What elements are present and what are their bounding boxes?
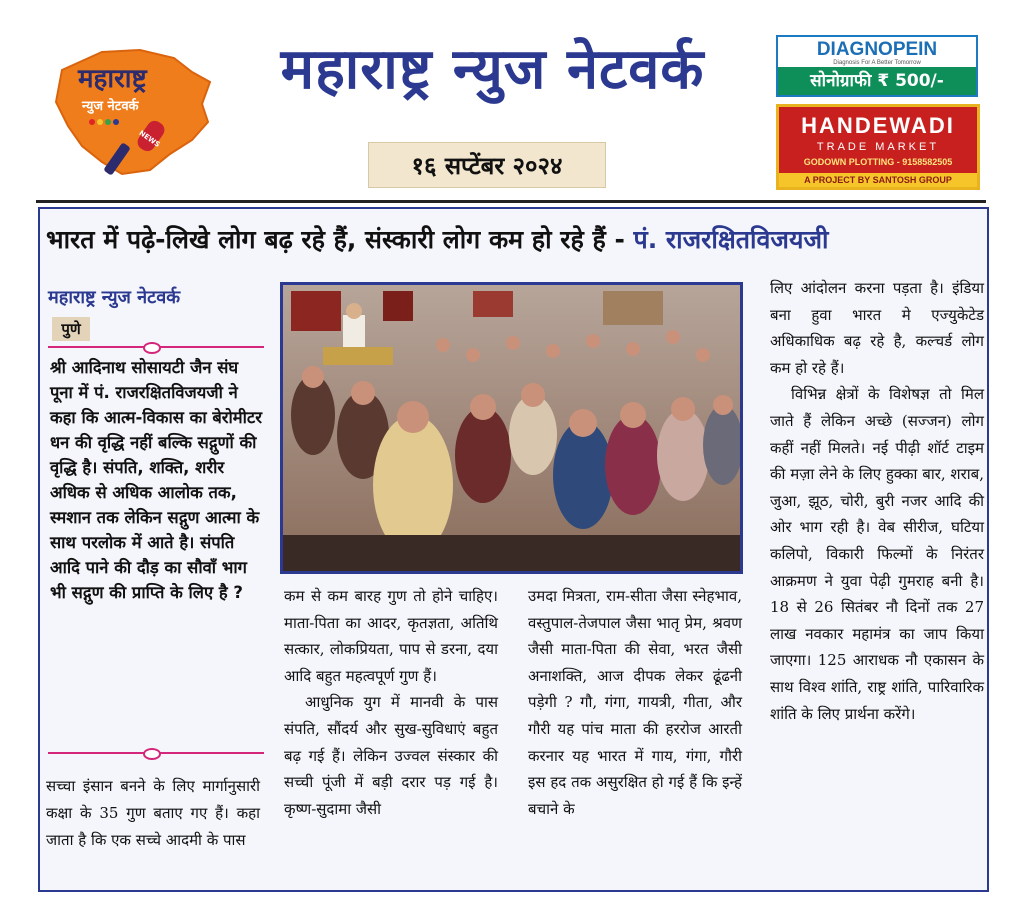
diagnopein-offer: सोनोग्राफी ₹ 500/- [778,67,976,95]
logo-subtitle: न्युज नेटवर्क [82,99,139,114]
headline-text: भारत में पढ़े-लिखे लोग बढ़ रहे हैं, संस्कारी लोग कम हो रहे हैं - [46,225,634,254]
header-divider [36,200,986,203]
issue-date: १६ सप्टेंबर २०२४ [368,142,606,188]
column-3-paragraph: उमदा मित्रता, राम-सीता जैसा स्नेहभाव, वस्तुपाल-तेजपाल जैसा भातृ प्रेम, श्रवण जैसी माता-पिता की सेवा, भरत जैसी अनाशक्ति, आज दीपक लेकर ढूंढनी पड़ेगी ? गौ, गंगा, गायत्री, गीता, और गौरी यह पांच माता की हररोज आरती करनार यह भारत में गाय, गंगा, गौरी इस हद तक असुरक्षित हो गई हैं कि इन्हें बचाने के [528,587,742,818]
column-1-text: सच्चा इंसान बनने के लिए मार्गानुसारी कक्षा के 35 गुण बताए गए हैं। कहा जाता है कि एक सच्चे आदमी के पास [46,777,260,849]
handewadi-contact: GODOWN PLOTTING - 9158582505 [803,157,953,167]
handewadi-footer: A PROJECT BY SANTOSH GROUP [779,173,977,187]
column-4-paragraph-1: लिए आंदोलन करना पड़ता है। इंडिया बना हुवा भारत मे एज्युकेटेड अधिकाधिक बढ़ रहे है, कल्चर्ड लोग कम हो रहे हैं। [770,279,984,377]
logo-mic-label: NEWS [137,128,162,149]
column-2-paragraph-2: आधुनिक युग में मानवी के पास संपति, सौंदर्य और सुख-सुविधाएं बहुत बढ़ गई हैं। लेकिन उज्वल संस्कार की सच्ची पूंजी में बड़ी दरार पड़ गई है। कृष्ण-सुदामा जैसी [284,693,498,818]
ornament-divider-top [48,346,264,348]
diagnopein-brand-row [778,37,976,67]
diagnopein-brand: DIAGNOPEIN [816,39,938,60]
dateline-place: पुणे [52,317,90,341]
column-4-paragraph-2: विभिन्न क्षेत्रों के विशेषज्ञ तो मिल जाते हैं लेकिन अच्छे (सज्जन) लोग कहीं नहीं मिलते। नई पीढ़ी शॉर्ट टाइम की मज़ा लेने के लिए हुक्का बार, शराब, जुआ, झूठ, चोरी, बुरी नजर आदि की ओर भाग रही है। वेब सीरीज, घटिया कलिपो, विकारी फिल्मों के निरंतर आक्रमण ने युवा पेढ़ी गुमराह बनी है। 18 से 26 सितंबर नौ दिनों तक 27 लाख नवकार महामंत्र का जाप किया जाएगा। 125 आराधक नौ एकासन के साथ विश्व शांति, राष्ट्र शांति, पारिवारिक शांति के लिए प्रार्थना करेंगे। [770,385,984,723]
handewadi-subtitle: TRADE MARKET [816,141,940,153]
column-2-paragraph-1: कम से कम बारह गुण तो होने चाहिए। माता-पिता का आदर, कृतज्ञता, अतिथि सत्कार, लोकप्रियता, पाप से डरना, दया आदि बहुत महत्वपूर्ण गुण हैं। [284,587,498,685]
masthead-title: महाराष्ट्र न्युज नेटवर्क [280,37,705,102]
diagnopein-tagline: Diagnosis For A Better Tomorrow [833,60,921,66]
ornament-divider-bottom [48,752,264,754]
handewadi-title: HANDEWADI [801,113,955,138]
byline: महाराष्ट्र न्युज नेटवर्क [48,287,181,308]
maharashtra-map-icon [42,42,222,182]
gathering-photo-illustration [283,285,740,571]
diagnopein-ad[interactable] [776,35,978,97]
headline-author: पं. राजरक्षितविजयजी [633,225,829,254]
handewadi-ad[interactable] [776,104,980,190]
column-4-text [770,275,984,727]
logo-title: महाराष्ट्र [78,64,147,94]
article-photo [280,282,743,574]
lead-paragraph: श्री आदिनाथ सोसायटी जैन संघ पूना में पं. राजरक्षितविजयजी ने कहा कि आत्म-विकास का बेरोमीटर धन की वृद्धि नहीं बल्कि सद्गुणों की वृद्धि है। संपति, शक्ति, शरीर अधिक से अधिक आलोक तक, स्मशान तक लेकिन सद्गुण आत्मा के साथ परलोक में आते है। संपति आदि पाने की दौड़ का सौवाँ भाग भी सद्गुण की प्राप्ति के लिए है ? [50,358,262,602]
column-3-text [528,583,742,822]
logo [42,42,222,182]
article-headline [46,218,986,262]
column-2-text [284,583,498,822]
